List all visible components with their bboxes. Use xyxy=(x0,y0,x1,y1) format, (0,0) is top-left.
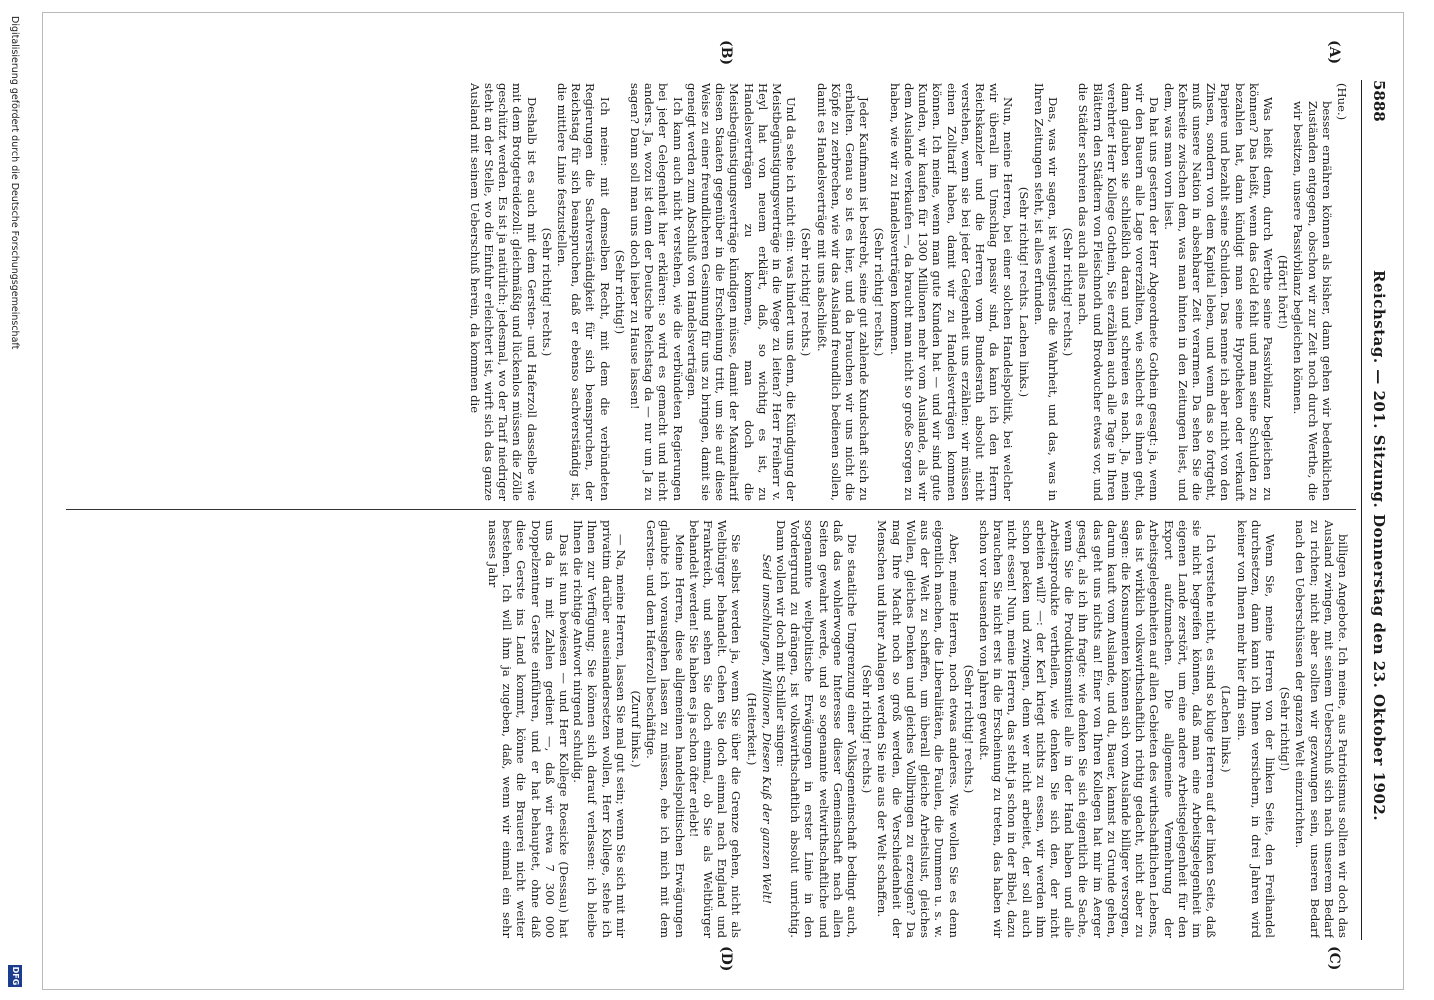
right-column xyxy=(70,520,1350,938)
paragraph: — Na, meine Herren, lassen Sie mal gut sein; wenn Sie sich mit mir privatim darüber auseinandersetzen wollen, Herr Kollege, stehe ich Ihnen zur Verfügung; Sie können sich darauf verlassen: ich bleibe Ihnen die richtige Antwort nirgend schuldig. xyxy=(571,520,628,938)
verse-quote: Seid umschlungen, Millionen, Diesen Kuß der ganzen Welt! xyxy=(759,553,774,905)
paragraph: Die staatliche Umgrenzung einer Volksgemeinschaft bedingt auch, daß das wohlerwogene Interesse dieser Gemeinschaft nach allen Seiten gewahrt werde, und so sogenannte weltwirthschaftliche und sogenannte weltpolitische Erwägungen in erster Linie in den Vordergrund zu drängen, ist volkswirthschaftlich absolut unrichtig. Dann wollen wir doch mit Schiller singen: xyxy=(774,520,860,938)
digitization-credit: Digitalisierung gefördert durch die Deutsche Forschungsgemeinschaft xyxy=(9,16,20,350)
dfg-logo: DFG xyxy=(8,965,22,987)
page-number: 5888 xyxy=(1370,80,1388,122)
stage-direction: (Sehr richtig!) xyxy=(1278,686,1293,772)
paragraph: Und da sehe ich nicht ein: was hindert uns denn, die Kündigung der Meistbegünstigungsverträge in die Wege zu leiten? Herr Freiherr v. Heyl hat von neuem erklärt, daß, so wichtig es ist, zu Handelsverträgen zu kommen, man doch die Meistbegünstigungsverträge kündigen müsse, damit der Maximaltarif diesen Staaten gegenüber in die Erscheinung tritt, um sie auf diese Weise zu einer freundlicheren Gesinnung für uns zu bringen, damit sie geneigt werden zum Abschluß von Handelsverträgen. xyxy=(684,83,799,501)
right-paragraphs xyxy=(486,520,1350,938)
stage-direction: (Sehr richtig! rechts.) xyxy=(1061,227,1076,357)
stage-direction: (Heiterkeit.) xyxy=(744,692,759,766)
stage-direction: (Sehr richtig! rechts.) xyxy=(860,664,875,794)
paragraph: Wenn Sie, meine Herren von der linken Seite, den Freihandel durchsetzen, dann kann ich Ihnen versichern, in drei Jahren wird keiner von Ihnen mehr hier drin sein. xyxy=(1234,520,1277,938)
stage-direction: (Sehr richtig! rechts.) xyxy=(539,227,554,357)
stage-direction: (Sehr richtig! rechts.) xyxy=(961,664,976,794)
paragraph: Was heißt denn, durch Werthe seine Passivbilanz begleichen zu können? Das heißt, wenn das Geld fehlt und man seine Schulden zu bezahlen hat, dann kündigt man seine Hypotheken oder verkauft Papiere und bezahlt seine Schulden. Das nenne ich aber nicht von den Zinsen, sondern von dem Kapital leben, und wenn das so fortgeht, muß unsere Nation in absehbarer Zeit verarmen. Da sehen Sie die Kehrseite zwischen dem, was man hinten in den Zeitungen liest, und dem, was man vorn liest. xyxy=(1161,83,1275,501)
margin-letter-b: (B) xyxy=(718,40,734,66)
left-column xyxy=(70,83,1350,501)
paragraph: Das, was wir sagen, ist wenigstens die Wahrheit, und das, was in Ihren Zeitungen steht, ist alles erfunden. xyxy=(1031,83,1060,501)
paragraph: Ich kann auch nicht verstehen, wie die verbündeten Regierungen bei jeder Gelegenheit hier erklären: so wird es gemacht und nicht anders. Ja, wozu ist denn der Deutsche Reichstag da — nur um Ja zu sagen? Dann soll man uns doch lieber zu Hause lassen! xyxy=(628,83,685,501)
left-paragraphs xyxy=(468,83,1334,501)
margin-letter-c: (C) xyxy=(1326,946,1342,971)
stage-direction: (Zuruf links.) xyxy=(629,690,644,768)
paragraph: Meine Herren, diese allgemeinen handelspolitischen Erwägungen glaubte ich vorausgehen lassen zu müssen, ehe ich mich mit dem Gersten- und dem Haferzoll beschäftige. xyxy=(644,520,687,938)
paragraph: besser ernähren können als bisher, dann gehen wir bedenklichen Zuständen entgegen, obschon wir zur Zeit noch durch Werthe, die wir besitzen, unsere Passivbilanz begleichen können. xyxy=(1291,101,1334,501)
paragraph: Das ist nun bewiesen — und Herr Kollege Roesicke (Dessau) hat uns da in mit Zahlen gedient —, daß wir etwa 7 300 000 Doppelzentner Gerste einführen, und er hat behauptet, ohne daß diese Gerste ins Land kommt, könne die Brauerei nicht weiter bestehen. Ich will ihm ja zugeben, daß, wenn wir einmal ein sehr nasses Jahr xyxy=(486,520,572,938)
stage-direction: (Sehr richtig! rechts. Lachen links.) xyxy=(1016,186,1031,398)
margin-letter-d: (D) xyxy=(718,946,734,972)
footer xyxy=(4,0,24,1000)
page-header xyxy=(1364,80,1394,940)
stage-direction: (Sehr richtig! rechts.) xyxy=(799,227,814,357)
column-divider xyxy=(66,509,1356,510)
stage-direction: (Sehr richtig!) xyxy=(612,249,627,335)
running-title: Reichstag. — 201. Sitzung. Donnerstag den 23. Oktober 1902. xyxy=(1370,270,1388,822)
paragraph: Sie selbst werden ja, wenn Sie über die Grenze gehen, nicht als Weltbürger behandelt. Gehen Sie doch einmal nach England und Frankreich, und sehen Sie doch einmal, ob Sie als Weltbürger behandelt werden! Sie haben es ja schon öfter erlebt! xyxy=(686,520,744,938)
paragraph: billigen Angebote. Ich meine, aus Patriotismus sollten wir doch das Ausland zwingen, mit seinem Ueberschuß sich nach unserem Bedarf zu richten; nicht aber sollten wir gezwungen sein, unseren Bedarf nach den Ueberschüssen der ganzen Welt einzurichten. xyxy=(1293,520,1350,938)
margin-letter-a: (A) xyxy=(1326,40,1342,65)
paragraph: Ich verstehe nicht, es sind so kluge Herren auf der linken Seite, daß sie nicht begreifen können, daß man eine Arbeitsgelegenheit im eigenen Lande zerstört, um eine andere Arbeitsgelegenheit für den Export aufzumachen. Die allgemeine Vermehrung der Arbeitsgelegenheiten auf allen Gebieten des wirthschaftlichen Lebens, das ist wirklich volkswirthschaftlich richtig gedacht, nicht aber zu sagen: die Konsumenten können sich vom Auslande billiger versorgen, darum kauft vom Auslande, und du, Bauer, kannst zu Grunde gehen, das geht uns nichts an! Einer von Ihren Kollegen hat mir im Aerger gesagt, als ich ihn fragte: wie denken Sie sich eigentlich die Sache, wenn Sie die Produktionsmittel alle in der Hand haben und alle Arbeitsprodukte vertheilen, wie denken Sie sich den, der nicht arbeiten will? —: der Kerl kriegt nichts zu essen, wir werden ihm schon packen und zwingen, denn wer nicht arbeitet, der soll auch nicht essen! Nun, meine Herren, das steht ja schon in der Bibel, dazu brauchen Sie nicht erst in die Erscheinung zu treten, das haben wir schon vor tausenden von Jahren gewußt. xyxy=(976,520,1219,938)
paragraph: Nun, meine Herren, bei einer solchen Handelspolitik, bei welcher wir überall im Umschlag passiv sind, da kann ich den Herrn Reichskanzler und die Herren vom Bundesrath absolut nicht verstehen, wenn sie bei jeder Gelegenheit uns erzählen: wir müssen einen Zolltarif haben, damit wir zu Handelsverträgen kommen können. Ich meine, wenn man gute Kunden hat — und wir sind gute Kunden, wir kaufen für 1300 Millionen mehr vom Auslande, als wir dem Auslande verkaufen —, da braucht man nicht so große Sorgen zu haben, wie wir zu Handelsverträgen kommen. xyxy=(887,83,1016,501)
paragraph: Deshalb ist es auch mit dem Gersten- und Haferzoll dasselbe wie mit dem Brotgetreidezoll: gleichmäßig und lückenlos müssen die Zölle geschützt werden. Es ist ja natürlich: jedesmal, wo der Tarif niedriger steht an der Stelle, wo die Einfuhr erleichtert ist, wirft sich das ganze Ausland mit seinem Ueberschuß herein, da kommen die xyxy=(467,83,539,501)
paragraph: Aber, meine Herren, noch etwas anderes. Wie wollen Sie es denn eigentlich machen, die Liberalitäten, die Faulen, die Dummen u. s. w. aus der Welt zu schaffen, um überall gleiche Arbeitslust, gleiches Wollen, gleiches Denken und gleiches Vollbringen zu erzeugen? Da mag Ihre Macht noch so groß werden, die Verschiedenheit der Menschen und ihrer Anlagen werden Sie nie aus der Welt schaffen. xyxy=(875,520,961,938)
header-rule xyxy=(1361,80,1362,940)
paragraph: Jeder Kaufmann ist bestrebt, seine gut zahlende Kundschaft sich zu erhalten. Genau so ist es hier, und da brauchen wir uns nicht die Köpfe zu zerbrechen, wie wir das Ausland freundlich bedienen sollen, damit es Handelsverträge mit uns abschließt. xyxy=(814,83,872,501)
paragraph: Da hat uns gestern der Herr Abgeordnete Gothein gesagt: ja, wenn wir den Bauern alle Lage vorerzählten, wie schlecht es ihnen geht, dann glauben sie schließlich daran und schreien es nach. Ja, mein verehrter Herr Kollege Gothein, Sie erzählen auch alle Tage in Ihren Blättern den Städtern von Fleischnoth und Brodwucher etwas vor, und die Städter schreien das auch alles nach. xyxy=(1076,83,1162,501)
speaker-tag: (Hue.) xyxy=(1335,83,1349,121)
paragraph: Ich meine: mit demselben Recht, mit dem die verbündeten Regierungen die Sachverständigkeit für sich beanspruchen, der Reichstag für sich beanspruchen, daß er ebenso sachverständig ist, die mittlere Linie festzustellen. xyxy=(555,83,612,501)
stage-direction: (Lachen links.) xyxy=(1219,685,1234,773)
stage-direction: (Sehr richtig! rechts.) xyxy=(872,227,887,357)
stage-direction: (Hört! hört!) xyxy=(1276,255,1291,329)
